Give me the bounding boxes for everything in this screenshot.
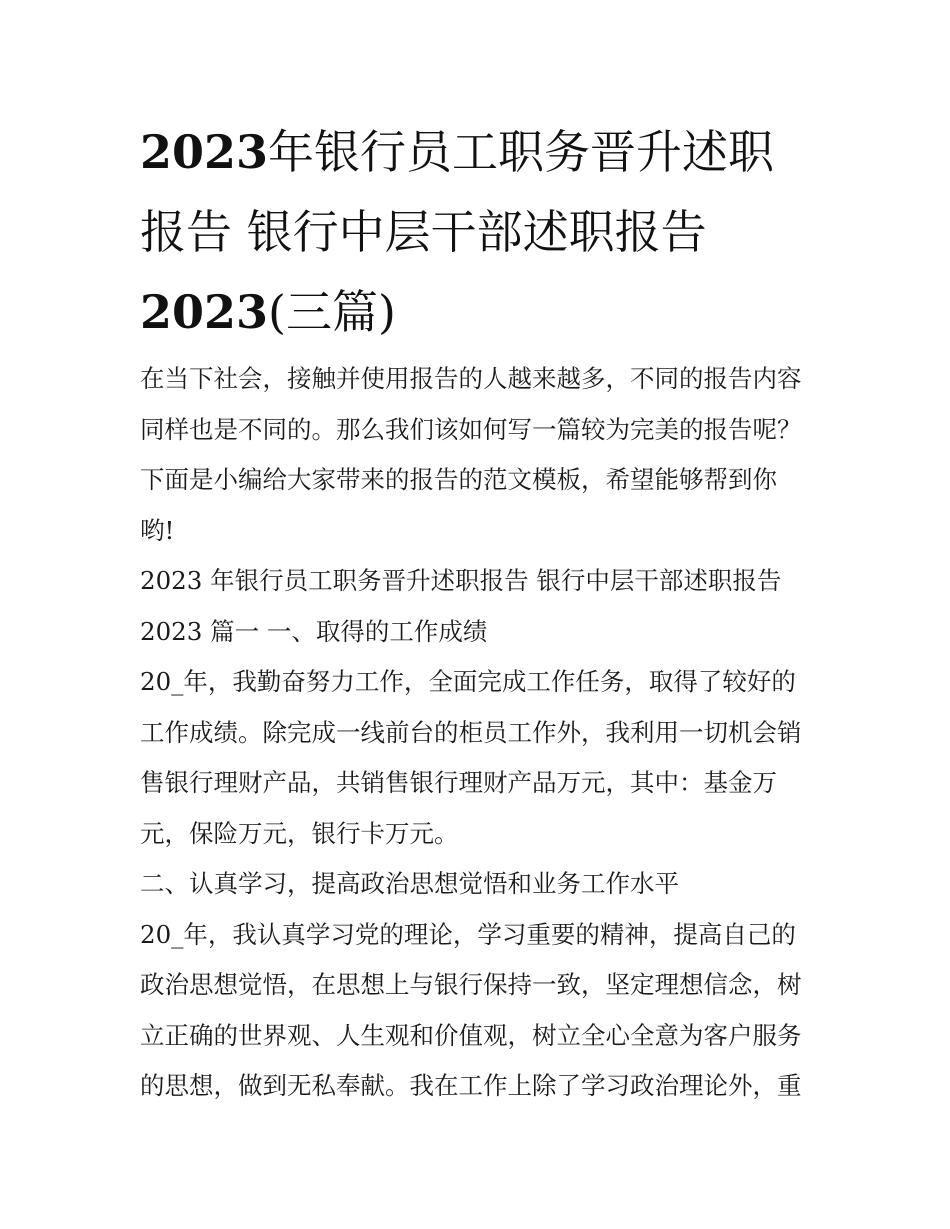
title-number: 2023: [140, 125, 269, 179]
title-text: (三篇): [268, 285, 396, 339]
title-text: 报告 银行中层干部述职报告: [140, 205, 707, 259]
body-line: 20_年，我认真学习党的理论，学习重要的精神，提高自己的: [140, 919, 796, 949]
title-number: 2023: [140, 285, 269, 339]
document-title: [140, 112, 820, 352]
body-line: 的思想，做到无私奉献。我在工作上除了学习政治理论外，重: [140, 1071, 802, 1100]
body-line: 在当下社会，接触并使用报告的人越来越多，不同的报告内容: [140, 364, 802, 393]
body-line: 20_年，我勤奋努力工作，全面完成工作任务，取得了较好的: [140, 667, 796, 696]
title-text: 年银行员工职务晋升述职: [268, 125, 775, 179]
body-line: 2023 篇一 一、取得的工作成绩: [140, 616, 488, 646]
body-line: 哟!: [140, 515, 175, 545]
title-line: [140, 112, 820, 192]
document-body: [140, 354, 820, 1112]
title-line: [140, 192, 820, 272]
body-line: 政治思想觉悟，在思想上与银行保持一致，坚定理想信念，树: [140, 970, 802, 999]
body-line: 二、认真学习，提高政治思想觉悟和业务工作水平: [140, 869, 679, 898]
body-line: 售银行理财产品，共销售银行理财产品万元，其中：基金万: [140, 768, 777, 797]
title-line: [140, 272, 820, 352]
body-line: 工作成绩。除完成一线前台的柜员工作外，我利用一切机会销: [140, 717, 802, 747]
body-line: 下面是小编给大家带来的报告的范文模板，希望能够帮到你: [140, 465, 777, 494]
body-line: 立正确的世界观、人生观和价值观，树立全心全意为客户服务: [140, 1020, 802, 1050]
body-line: 2023 年银行员工职务晋升述职报告 银行中层干部述职报告: [140, 566, 782, 595]
body-line: 元，保险万元，银行卡万元。: [140, 818, 459, 848]
body-line: 同样也是不同的。那么我们该如何写一篇较为完美的报告呢？: [140, 414, 802, 444]
